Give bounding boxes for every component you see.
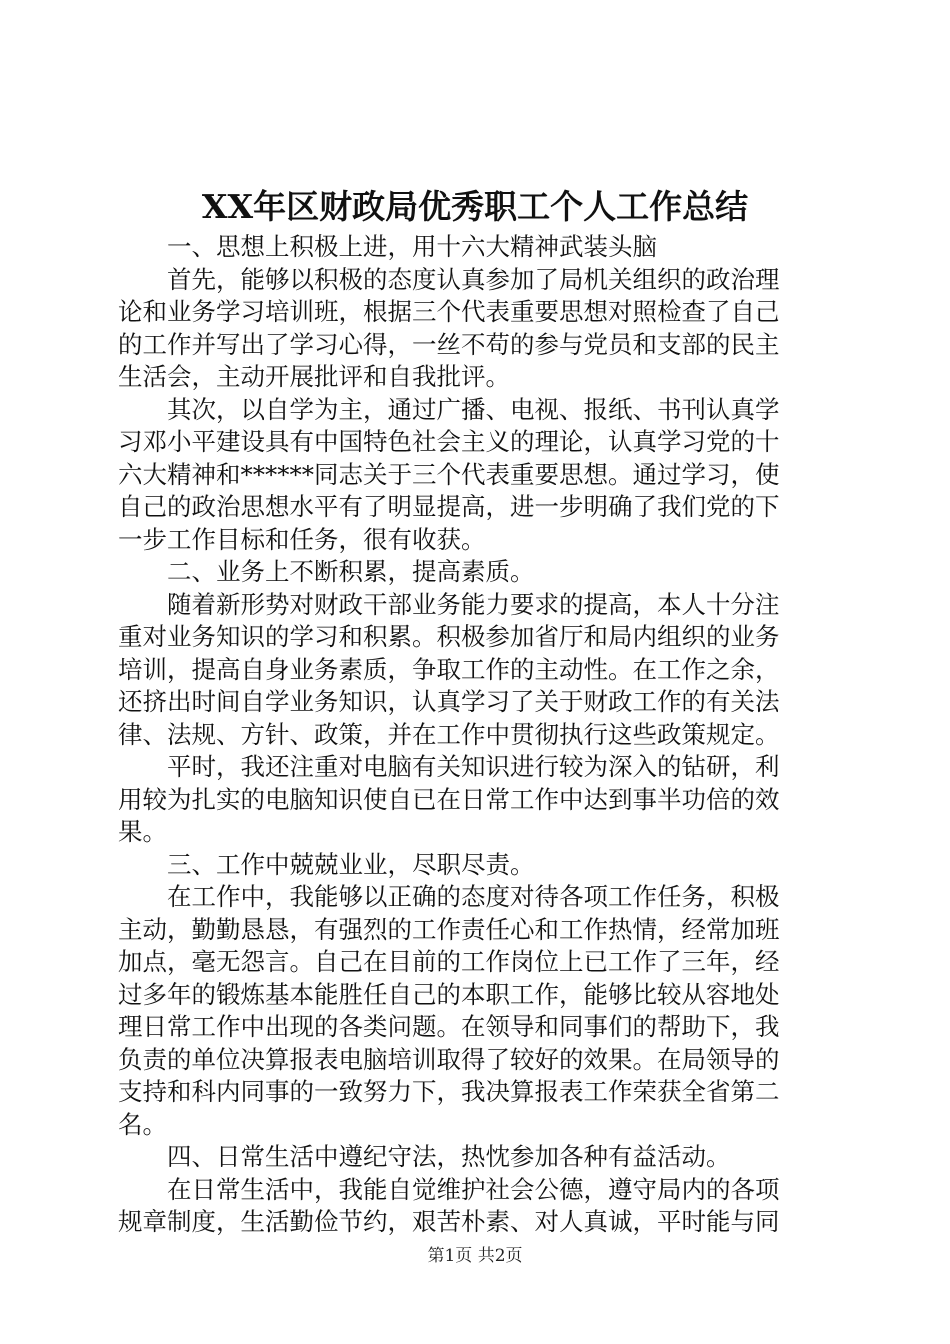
- body-line: 首先，能够以积极的态度认真参加了局机关组织的政治理: [118, 264, 780, 294]
- body-line: 在日常生活中，我能自觉维护社会公德，遵守局内的各项: [118, 1174, 780, 1204]
- body-line: 生活会，主动开展批评和自我批评。: [118, 362, 510, 391]
- body-line: 理日常工作中出现的各类问题。在领导和同事们的帮助下，我: [118, 1012, 780, 1041]
- body-line: 三、工作中兢兢业业，尽职尽责。: [118, 849, 535, 879]
- body-line: 在工作中，我能够以正确的态度对待各项工作任务，积极: [118, 882, 780, 911]
- body-line: 一步工作目标和任务，很有收获。: [118, 524, 486, 554]
- body-line: 自己的政治思想水平有了明显提高，进一步明确了我们党的下: [118, 492, 780, 521]
- body-line: 其次，以自学为主，通过广播、电视、报纸、书刊认真学: [118, 394, 780, 424]
- body-line: 果。: [118, 817, 167, 846]
- body-line: 重对业务知识的学习和积累。积极参加省厅和局内组织的业务: [118, 622, 780, 651]
- body-line: 名。: [118, 1109, 167, 1139]
- body-line: 六大精神和******同志关于三个代表重要思想。通过学习，使: [118, 459, 780, 489]
- body-line: 主动，勤勤恳恳，有强烈的工作责任心和工作热情，经常加班: [118, 914, 780, 944]
- body-line: 习邓小平建设具有中国特色社会主义的理论，认真学习党的十: [118, 427, 780, 456]
- body-line: 负责的单位决算报表电脑培训取得了较好的效果。在局领导的: [118, 1044, 780, 1074]
- body-line: 二、业务上不断积累，提高素质。: [118, 557, 535, 586]
- body-line: 律、法规、方针、政策，并在工作中贯彻执行这些政策规定。: [118, 719, 780, 749]
- body-line: 还挤出时间自学业务知识，认真学习了关于财政工作的有关法: [118, 687, 780, 716]
- document-title: XX年区财政局优秀职工个人工作总结: [201, 187, 749, 226]
- document-body: [118, 231, 832, 1239]
- body-line: 的工作并写出了学习心得，一丝不苟的参与党员和支部的民主: [118, 329, 780, 359]
- body-line: 过多年的锻炼基本能胜任自己的本职工作，能够比较从容地处: [118, 979, 780, 1009]
- body-line: 四、日常生活中遵纪守法，热忱参加各种有益活动。: [118, 1142, 731, 1171]
- body-line: 一、思想上积极上进，用十六大精神武装头脑: [118, 232, 657, 261]
- body-line: 平时，我还注重对电脑有关知识进行较为深入的钻研，利: [118, 752, 780, 781]
- body-line: 随着新形势对财政干部业务能力要求的提高，本人十分注: [118, 589, 780, 619]
- body-line: 用较为扎实的电脑知识使自已在日常工作中达到事半功倍的效: [118, 784, 780, 814]
- body-line: 规章制度，生活勤俭节约，艰苦朴素、对人真诚，平时能与同: [118, 1207, 780, 1236]
- page-footer: 第1页 共2页: [427, 1246, 523, 1266]
- body-line: 支持和科内同事的一致努力下，我决算报表工作荣获全省第二: [118, 1077, 780, 1106]
- body-line: 论和业务学习培训班，根据三个代表重要思想对照检查了自己: [118, 297, 780, 326]
- body-line: 加点，毫无怨言。自己在目前的工作岗位上已工作了三年，经: [118, 947, 780, 976]
- body-line: 培训，提高自身业务素质，争取工作的主动性。在工作之余，: [118, 654, 780, 684]
